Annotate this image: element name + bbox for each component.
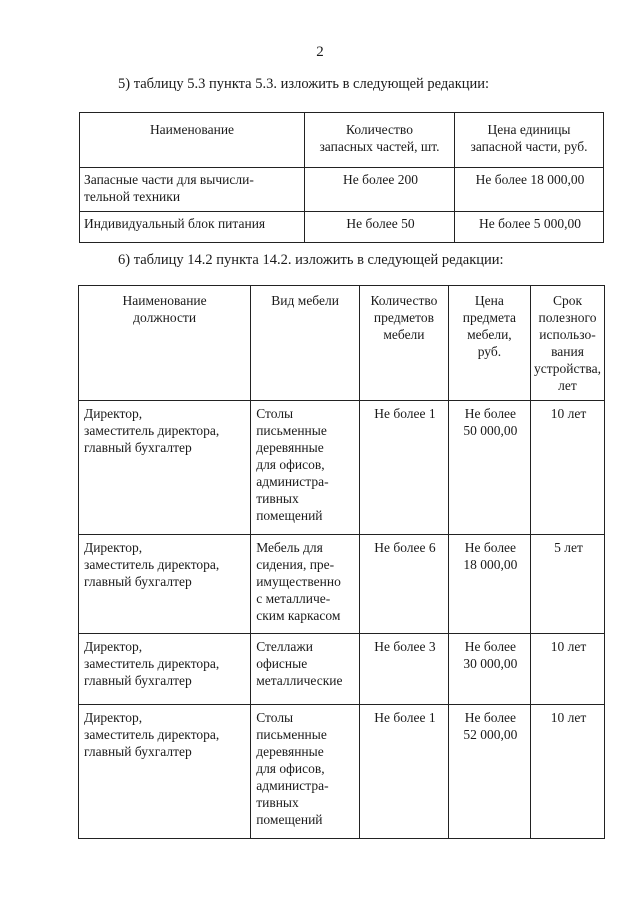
table-row	[79, 401, 605, 535]
cell-price: Не более 30 000,00	[448, 634, 530, 705]
cell-price: Не более 18 000,00	[448, 535, 530, 634]
cell-quantity: Не более 200	[305, 168, 455, 212]
page-number: 2	[316, 44, 324, 60]
cell-position: Директор, заместитель директора, главный бухгалтер	[79, 634, 251, 705]
cell-term: 5 лет	[531, 535, 605, 634]
cell-price: Не более 50 000,00	[448, 401, 530, 535]
table-row	[79, 634, 605, 705]
table-header-row	[79, 286, 605, 401]
table-row	[79, 535, 605, 634]
header-unit-price: Цена единицы запасной части, руб.	[455, 113, 604, 168]
table-5-3	[79, 112, 604, 243]
paragraph-table-14-2-intro: 6) таблицу 14.2 пункта 14.2. изложить в следующей редакции:	[118, 252, 504, 268]
cell-position: Директор, заместитель директора, главный бухгалтер	[79, 535, 251, 634]
cell-name: Индивидуальный блок питания	[80, 212, 305, 243]
cell-price: Не более 52 000,00	[448, 705, 530, 839]
header-name: Наименование	[80, 113, 305, 168]
cell-term: 10 лет	[531, 705, 605, 839]
cell-name: Запасные части для вычисли- тельной техники	[80, 168, 305, 212]
header-useful-life: Срок полезного использо- вания устройства, лет	[531, 286, 605, 401]
table-14-2	[78, 285, 605, 839]
header-position: Наименование должности	[79, 286, 251, 401]
header-price: Цена предмета мебели, руб.	[448, 286, 530, 401]
table-row	[80, 168, 604, 212]
cell-quantity: Не более 50	[305, 212, 455, 243]
header-quantity: Количество предметов мебели	[360, 286, 449, 401]
table-header-row	[80, 113, 604, 168]
cell-position: Директор, заместитель директора, главный бухгалтер	[79, 705, 251, 839]
cell-term: 10 лет	[531, 634, 605, 705]
cell-furniture: Столы письменные деревянные для офисов, администра- тивных помещений	[251, 705, 360, 839]
cell-quantity: Не более 3	[360, 634, 449, 705]
table-row	[80, 212, 604, 243]
cell-furniture: Мебель для сидения, пре- имущественно с металличе- ским каркасом	[251, 535, 360, 634]
table-row	[79, 705, 605, 839]
cell-position: Директор, заместитель директора, главный бухгалтер	[79, 401, 251, 535]
cell-term: 10 лет	[531, 401, 605, 535]
header-furniture-type: Вид мебели	[251, 286, 360, 401]
header-quantity: Количество запасных частей, шт.	[305, 113, 455, 168]
cell-quantity: Не более 6	[360, 535, 449, 634]
cell-quantity: Не более 1	[360, 705, 449, 839]
paragraph-table-5-3-intro: 5) таблицу 5.3 пункта 5.3. изложить в следующей редакции:	[118, 76, 490, 92]
cell-furniture: Стеллажи офисные металлические	[251, 634, 360, 705]
cell-price: Не более 18 000,00	[455, 168, 604, 212]
cell-price: Не более 5 000,00	[455, 212, 604, 243]
cell-quantity: Не более 1	[360, 401, 449, 535]
cell-furniture: Столы письменные деревянные для офисов, администра- тивных помещений	[251, 401, 360, 535]
